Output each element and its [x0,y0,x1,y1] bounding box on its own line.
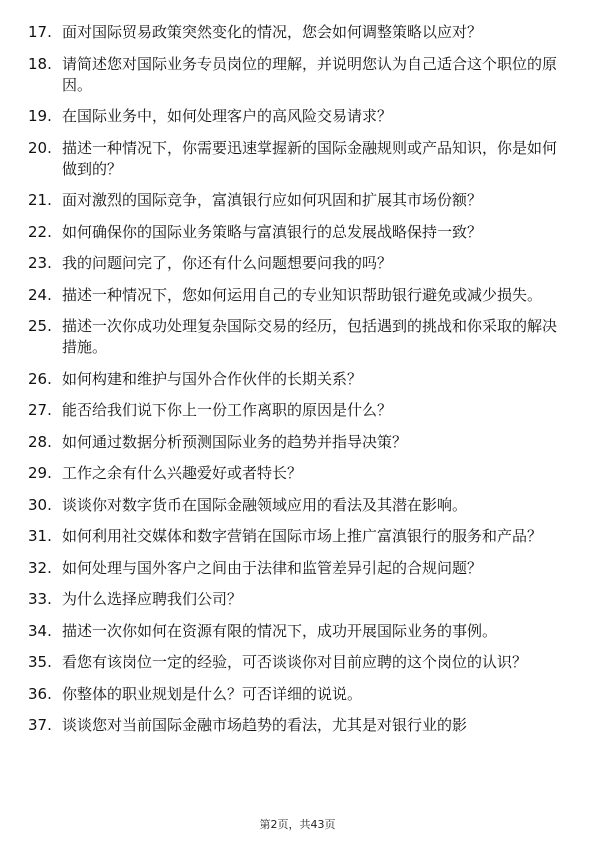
question-text: 如何构建和维护与国外合作伙伴的长期关系？ [62,369,363,388]
question-text: 你整体的职业规划是什么？可否详细的说说。 [62,684,363,703]
question-item [28,715,568,736]
question-text: 我的问题问完了，你还有什么问题想要问我的吗？ [62,254,393,272]
question-number: 23. [28,254,52,272]
question-text: 描述一种情况下，你需要迅速掌握新的国际金融规则或产品知识，你是如何做到的？ [62,138,558,178]
question-text: 描述一次你如何在资源有限的情况下，成功开展国际业务的事例。 [62,621,498,640]
question-text: 描述一次你成功处理复杂国际交易的经历，包括遇到的挑战和你采取的解决措施。 [62,317,558,356]
question-item [28,106,568,127]
question-text: 谈谈你对数字货币在国际金融领域应用的看法及其潜在影响。 [62,495,468,514]
question-item [28,54,568,96]
question-number: 28. [28,432,52,451]
question-text: 如何确保你的国际业务策略与富滇银行的总发展战略保持一致？ [62,222,483,241]
question-text: 在国际业务中，如何处理客户的高风险交易请求？ [62,107,393,125]
question-number: 25. [28,317,52,335]
question-item [28,432,568,453]
question-text: 谈谈您对当前国际金融市场趋势的看法，尤其是对银行业的影 [62,716,468,734]
question-item [28,400,568,421]
question-number: 31. [28,527,52,545]
question-item [28,369,568,390]
question-list [28,22,568,747]
question-text: 面对国际贸易政策突然变化的情况，您会如何调整策略以应对？ [62,23,483,41]
question-item [28,316,568,358]
question-text: 如何利用社交媒体和数字营销在国际市场上推广富滇银行的服务和产品？ [62,527,543,545]
question-number: 27. [28,401,52,419]
question-text: 能否给我们说下你上一份工作离职的原因是什么？ [62,401,393,419]
question-number: 37. [28,716,52,734]
question-text: 如何通过数据分析预测国际业务的趋势并指导决策？ [62,432,408,451]
question-text: 工作之余有什么兴趣爱好或者特长？ [62,464,303,482]
question-number: 35. [28,653,52,671]
question-number: 20. [28,138,52,157]
question-number: 21. [28,191,52,209]
question-item [28,190,568,211]
question-number: 19. [28,107,52,125]
question-number: 30. [28,495,52,514]
question-number: 34. [28,621,52,640]
question-item [28,285,568,306]
question-number: 22. [28,222,52,241]
page-footer: 第2页，共43页 [259,818,336,831]
question-item [28,684,568,705]
question-item [28,558,568,579]
question-item [28,589,568,610]
question-item [28,621,568,642]
question-item [28,526,568,547]
question-item [28,652,568,673]
question-item [28,222,568,243]
question-text: 为什么选择应聘我们公司？ [62,590,243,608]
question-number: 29. [28,464,52,482]
question-text: 看您有该岗位一定的经验，可否谈谈你对目前应聘的这个岗位的认识？ [62,653,528,671]
question-item [28,138,568,180]
question-number: 33. [28,590,52,608]
question-text: 请简述您对国际业务专员岗位的理解，并说明您认为自己适合这个职位的原因。 [62,54,558,94]
question-text: 如何处理与国外客户之间由于法律和监管差异引起的合规问题？ [62,558,483,577]
question-number: 17. [28,23,52,41]
question-item [28,22,568,43]
question-number: 24. [28,285,52,304]
question-number: 18. [28,54,52,73]
question-number: 32. [28,558,52,577]
question-item [28,253,568,274]
question-number: 36. [28,684,52,703]
question-text: 描述一种情况下，您如何运用自己的专业知识帮助银行避免或减少损失。 [62,285,543,304]
question-item [28,495,568,516]
question-number: 26. [28,369,52,388]
question-text: 面对激烈的国际竞争，富滇银行应如何巩固和扩展其市场份额？ [62,191,483,209]
question-item [28,463,568,484]
